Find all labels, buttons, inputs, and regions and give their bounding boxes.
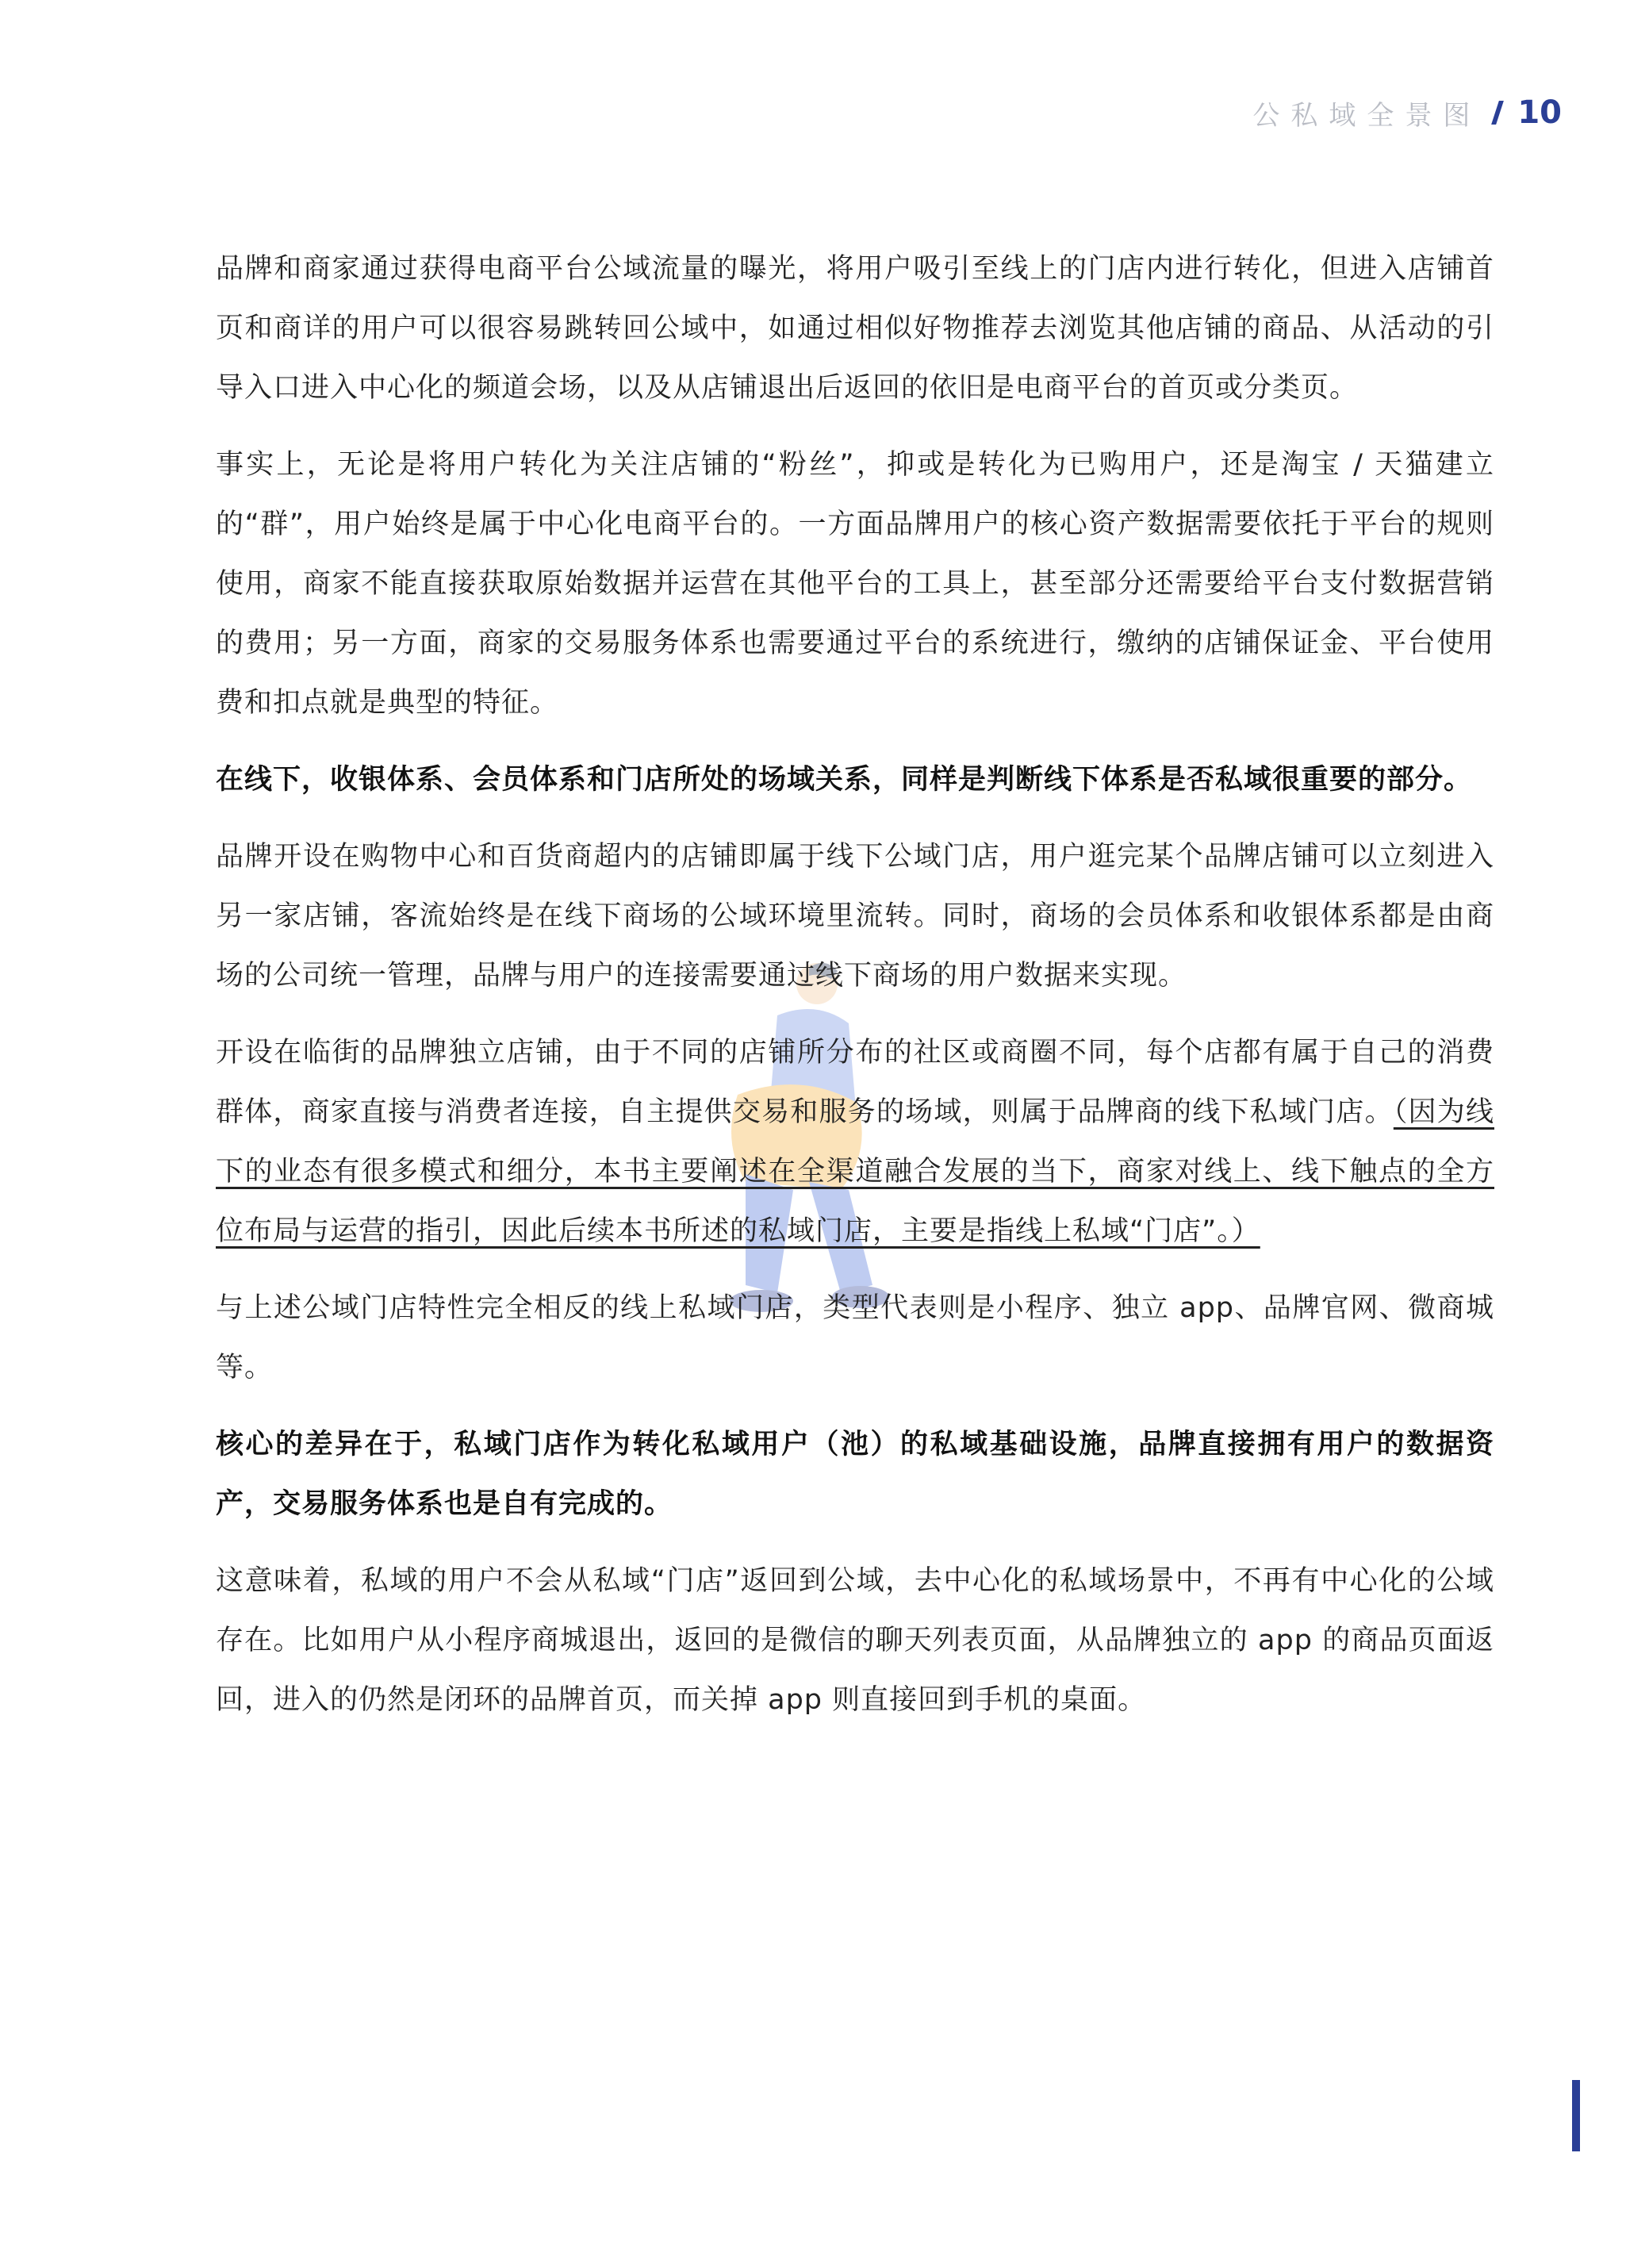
header-slash-divider <box>1491 101 1504 125</box>
bold-paragraph: 核心的差异在于，私域门店作为转化私域用户（池）的私域基础设施，品牌直接拥有用户的数据资产，交易服务体系也是自有完成的。 <box>216 1429 1494 1520</box>
page-edge-marker <box>1572 2080 1580 2151</box>
page-header <box>1252 89 1562 136</box>
paragraph: 事实上，无论是将用户转化为关注店铺的“粉丝”，抑或是转化为已购用户，还是淘宝 / 天猫建立的“群”，用户始终是属于中心化电商平台的。一方面品牌用户的核心资产数据需要依托于平台的规则使用，商家不能直接获取原始数据并运营在其他平台的工具上，甚至部分还需要给平台支付数据营销的费用；另一方面，商家的交易服务体系也需要通过平台的系统进行，缴纳的店铺保证金、平台使用费和扣点就是典型的特征。 <box>216 449 1494 719</box>
paragraph: 品牌开设在购物中心和百货商超内的店铺即属于线下公域门店，用户逛完某个品牌店铺可以立刻进入另一家店铺，客流始终是在线下商场的公域环境里流转。同时，商场的会员体系和收银体系都是由商场的公司统一管理，品牌与用户的连接需要通过线下商场的用户数据来实现。 <box>216 841 1494 992</box>
paragraph-with-note <box>216 1023 1494 1261</box>
header-title: 公私域全景图 <box>1252 99 1482 132</box>
bold-paragraph: 在线下，收银体系、会员体系和门店所处的场域关系，同样是判断线下体系是否私域很重要的部分。 <box>216 764 1473 796</box>
underlined-note: （因为线下的业态有很多模式和细分，本书主要阐述在全渠道融合发展的当下，商家对线上、线下触点的全方位布局与运营的指引，因此后续本书所述的私域门店，主要是指线上私域“门店”。） <box>216 1096 1494 1247</box>
paragraph: 品牌和商家通过获得电商平台公域流量的曝光，将用户吸引至线上的门店内进行转化，但进入店铺首页和商详的用户可以很容易跳转回公域中，如通过相似好物推荐去浏览其他店铺的商品、从活动的引导入口进入中心化的频道会场，以及从店铺退出后返回的依旧是电商平台的首页或分类页。 <box>216 253 1494 404</box>
page-number: 10 <box>1517 94 1562 131</box>
paragraph: 与上述公域门店特性完全相反的线上私域门店，类型代表则是小程序、独立 app、品牌官网、微商城等。 <box>216 1292 1494 1383</box>
paragraph: 这意味着，私域的用户不会从私域“门店”返回到公域，去中心化的私域场景中，不再有中心化的公域存在。比如用户从小程序商城退出，返回的是微信的聊天列表页面，从品牌独立的 app 的商品页面返回，进入的仍然是闭环的品牌首页，而关掉 app 则直接回到手机的桌面。 <box>216 1565 1494 1716</box>
body-text <box>216 240 1494 1748</box>
paragraph-text: 开设在临街的品牌独立店铺，由于不同的店铺所分布的社区或商圈不同，每个店都有属于自己的消费群体，商家直接与消费者连接，自主提供交易和服务的场域，则属于品牌商的线下私域门店。 <box>216 1037 1494 1128</box>
